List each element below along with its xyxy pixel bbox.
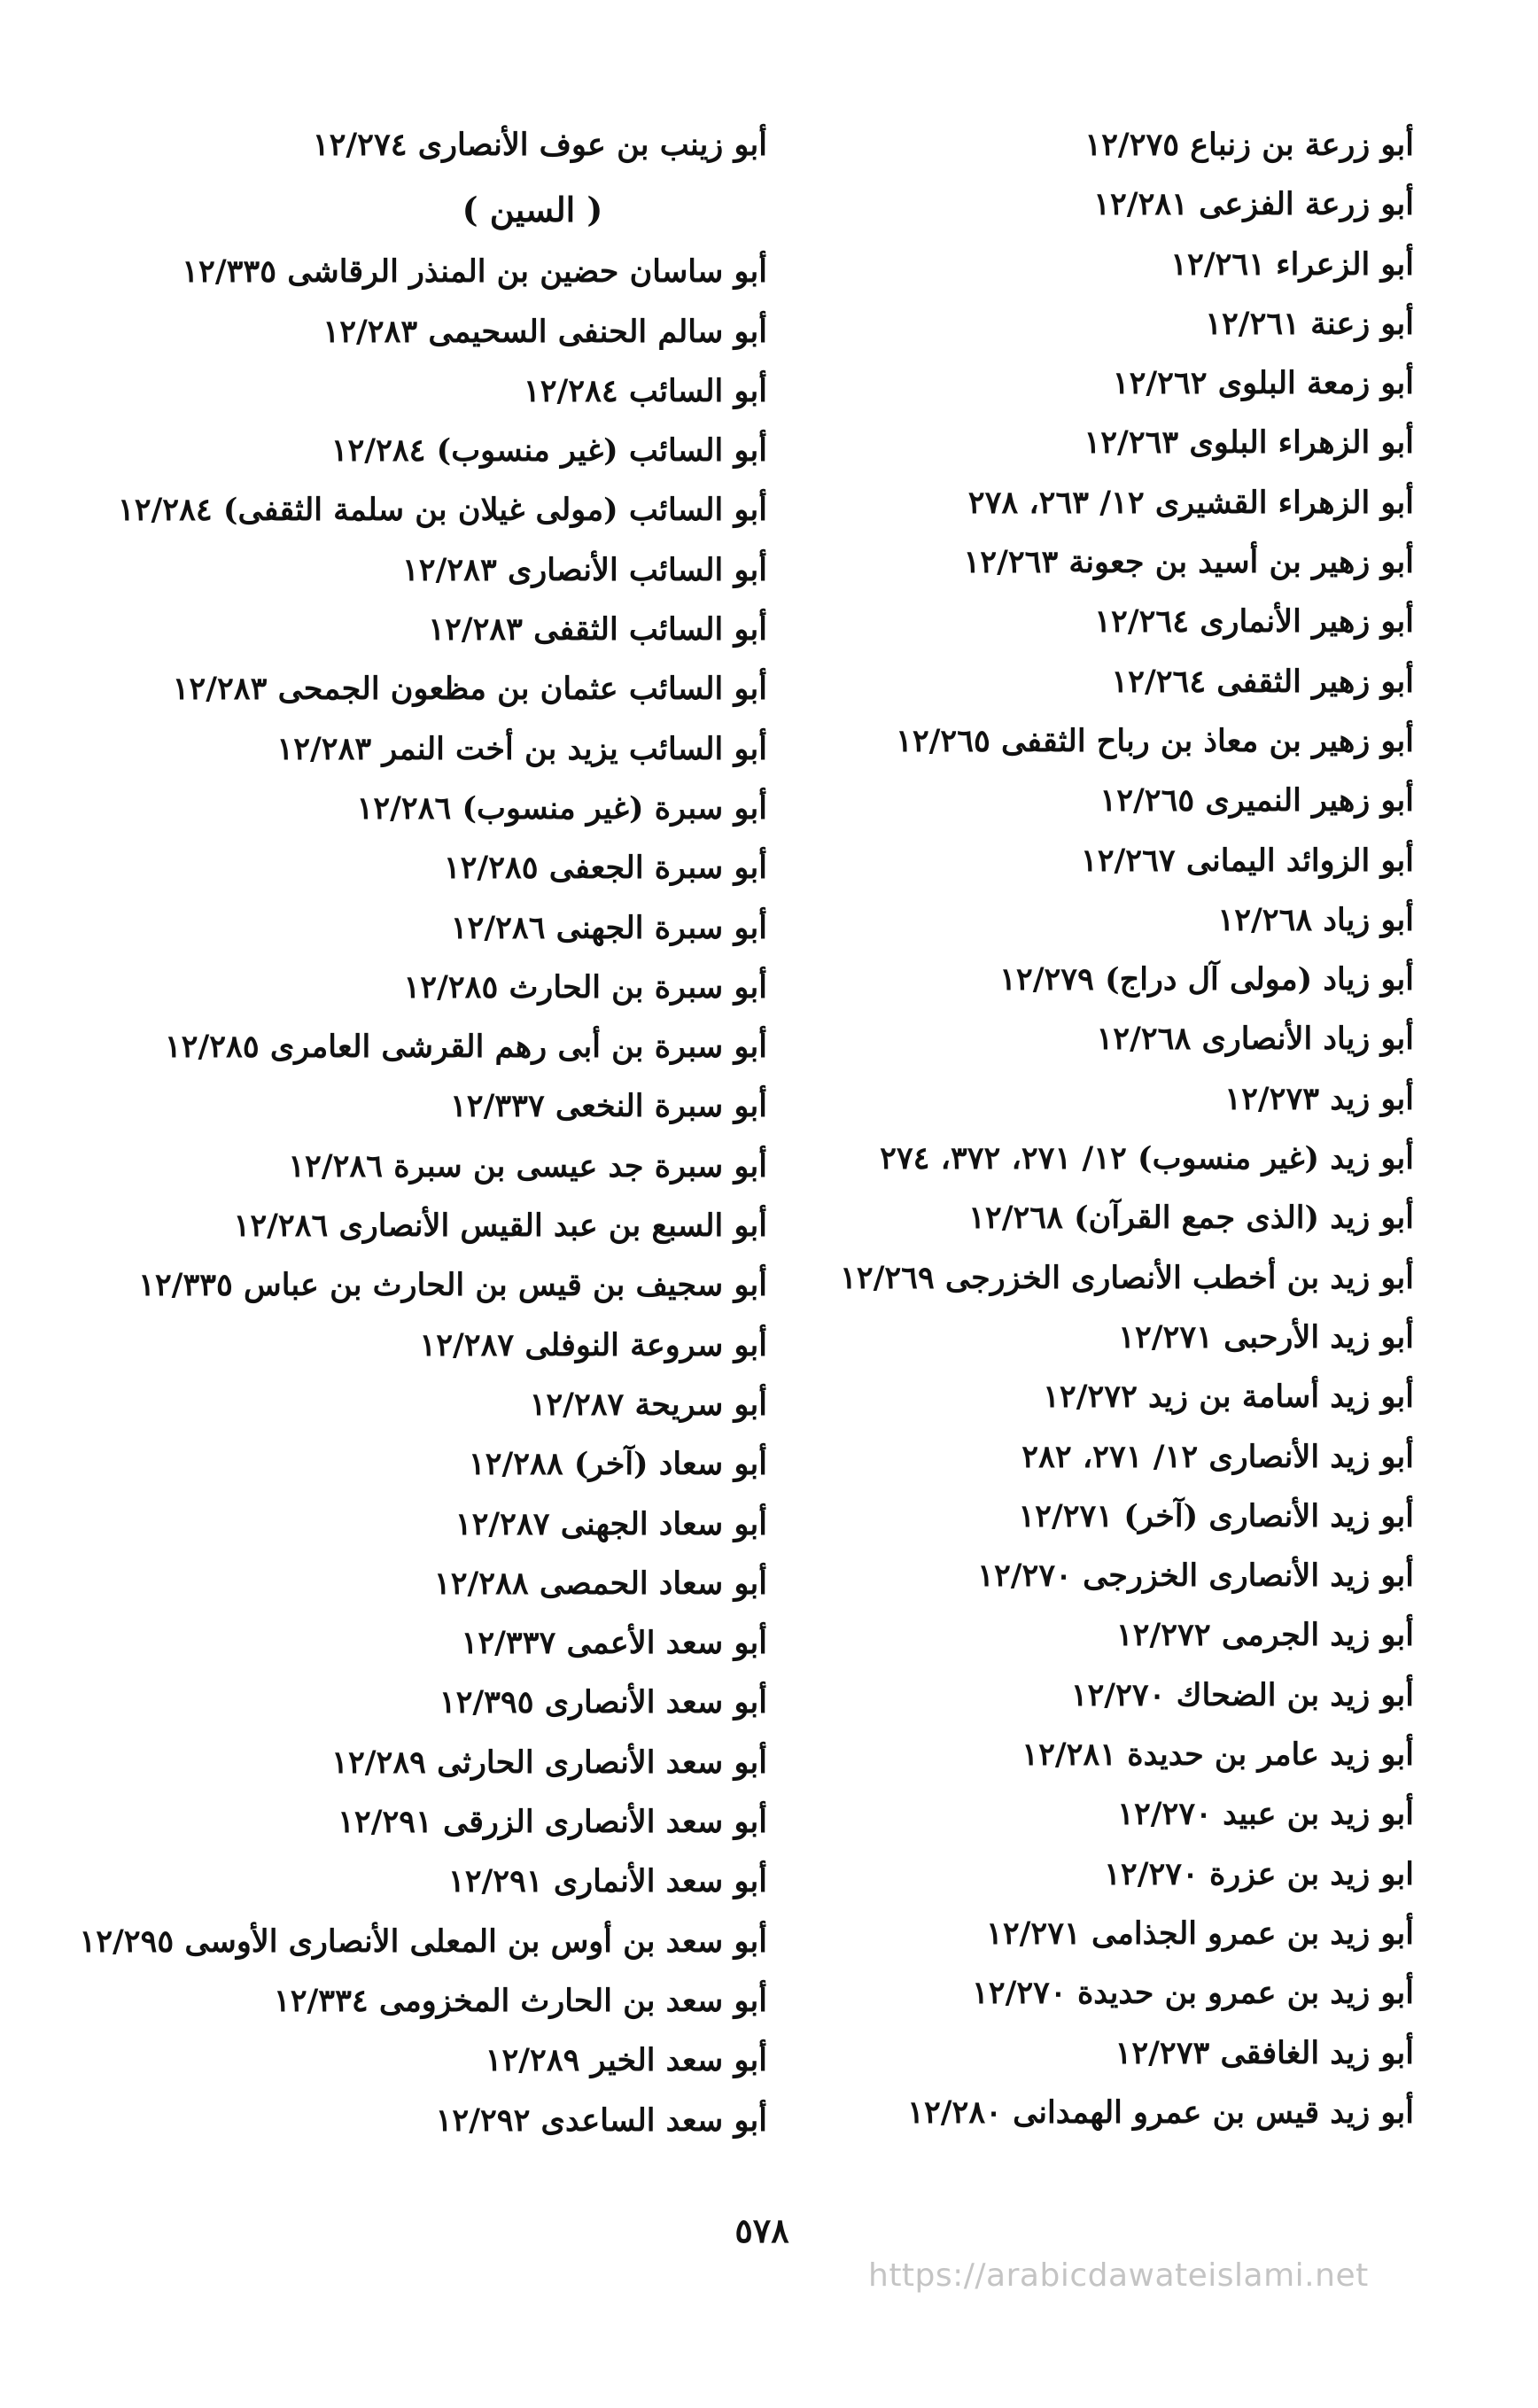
index-entry: أبو زيد الأنصارى (آخر) ١٢/٢٧١ [1018,1497,1414,1534]
index-entry: أبو سعاد الحمصى ١٢/٢٨٨ [433,1565,767,1602]
index-column-left-main [79,242,767,2150]
index-entry: أبو سبرة (غير منسوب) ١٢/٢٨٦ [356,789,767,827]
index-entry: أبو سعد الأنمارى ١٢/٢٩١ [447,1863,767,1900]
index-entry: أبو السائب الأنصارى ١٢/٢٨٣ [401,551,767,588]
index-entry: أبو سبرة بن الحارث ١٢/٢٨٥ [403,968,767,1006]
index-entry: أبو زيد بن الضحاك ١٢/٢٧٠ [1070,1676,1414,1713]
index-entry: أبو زيد (الذى جمع القرآن) ١٢/٢٦٨ [968,1200,1414,1237]
index-entry: أبو زيد بن عبيد ١٢/٢٧٠ [1117,1796,1414,1833]
index-entry: أبو الزهراء القشيرى ١٢/ ٢٦٣، ٢٧٨ [967,484,1414,521]
index-entry: أبو زهير بن أسيد بن جعونة ١٢/٢٦٣ [963,544,1414,581]
index-entry: أبو ساسان حضين بن المنذر الرقاشى ١٢/٣٣٥ [182,253,767,291]
index-entry: أبو السائب الثقفى ١٢/٢٨٣ [428,611,767,649]
index-entry: أبو سجيف بن قيس بن الحارث بن عباس ١٢/٣٣٥ [138,1267,767,1304]
index-entry: أبو زيد عامر بن حديدة ١٢/٢٨١ [1021,1736,1414,1774]
index-entry: أبو السائب يزيد بن أخت النمر ١٢/٢٨٣ [276,730,767,767]
index-entry: أبو سعد الساعدى ١٢/٢٩٢ [435,2101,767,2139]
index-entry: أبو سبرة الجهنى ١٢/٢٨٦ [450,909,767,946]
index-entry: أبو زياد الأنصارى ١٢/٢٦٨ [1096,1021,1414,1058]
index-entry: أبو سعد الأنصارى ١٢/٣٩٥ [439,1684,767,1721]
index-entry: أبو سروعة النوفلى ١٢/٢٨٧ [419,1326,767,1363]
index-entry: أبو زيد (غير منسوب) ١٢/ ٢٧١، ٣٧٢، ٢٧٤ [880,1140,1414,1177]
index-column-left [79,115,767,2150]
index-entry: أبو السبع بن عبد القيس الأنصارى ١٢/٢٨٦ [233,1208,767,1245]
index-entry: أبو زيد الجرمى ١٢/٢٧٢ [1115,1617,1414,1654]
index-entry: أبو سبرة بن أبى رهم القرشى العامرى ١٢/٢٨٥ [164,1029,767,1066]
index-entry: أبو زيد الأرحبى ١٢/٢٧١ [1118,1318,1414,1355]
index-entry: أبو زيد أسامة بن زيد ١٢/٢٧٢ [1043,1379,1414,1416]
index-entry: أبو زينب بن عوف الأنصارى ١٢/٢٧٤ [312,127,767,163]
index-entry: أبو سعد الخير ١٢/٢٨٩ [485,2042,767,2079]
index-entry: أبو سبرة النخعى ١٢/٣٣٧ [449,1088,767,1125]
index-entry: أبو سعد الأنصارى الحارثى ١٢/٢٨٩ [331,1744,767,1781]
index-entry: ابو زيد بن عزرة ١٢/٢٧٠ [1104,1855,1414,1892]
index-entry: أبو زمعة البلوى ١٢/٢٦٢ [1112,365,1414,402]
index-entry: أبو زيد بن عمرو الجذامى ١٢/٢٧١ [986,1915,1414,1952]
index-entry: أبو سعاد الجهنى ١٢/٢٨٧ [454,1505,767,1542]
index-entry: أبو الزوائد اليمانى ١٢/٢٦٧ [1080,842,1414,879]
index-entry: أبو زيد الأنصارى ١٢/ ٢٧١، ٢٨٢ [1021,1438,1414,1475]
index-entry: أبو سريحة ١٢/٢٨٧ [529,1386,767,1423]
section-heading-seen: ( السين ) [462,190,603,230]
index-entry: أبو الزهراء البلوى ١٢/٢٦٣ [1084,424,1414,462]
index-entry: أبو سعد الأعمى ١٢/٣٣٧ [461,1625,767,1662]
index-entry: أبو السائب (غير منسوب) ١٢/٢٨٤ [330,432,767,470]
index-entry: أبو السائب عثمان بن مظعون الجمحى ١٢/٢٨٣ [172,671,767,708]
index-entry: أبو زهير الثقفى ١٢/٢٦٤ [1111,663,1414,700]
index-entry: أبو زيد قيس بن عمرو الهمدانى ١٢/٢٨٠ [907,2093,1414,2131]
index-entry: أبو سعد الأنصارى الزرقى ١٢/٢٩١ [338,1804,767,1841]
index-entry: أبو سعد بن أوس بن المعلى الأنصارى الأوسى ١٢/٢٩٥ [79,1923,767,1960]
index-entry: أبو زرعة الفزعى ١٢/٢٨١ [1093,186,1414,223]
watermark-url: https://arabicdawateislami.net [868,2257,1369,2294]
index-entry: أبو سالم الحنفى السحيمى ١٢/٢٨٣ [322,313,767,350]
index-entry: أبو زيد ١٢/٢٧٣ [1224,1080,1414,1117]
index-entry: أبو زيد الغافقى ١٢/٢٧٣ [1115,2034,1414,2071]
index-entry: أبو زياد ١٢/٢٦٨ [1217,901,1414,938]
index-entry: أبو زهير بن معاذ بن رباح الثقفى ١٢/٢٦٥ [896,722,1414,759]
index-entry: أبو سبرة الجعفى ١٢/٢٨٥ [443,850,767,887]
index-entry: أبو السائب (مولى غيلان بن سلمة الثقفى) ١٢/٢٨٤ [117,492,767,529]
index-entry: أبو سبرة جد عيسى بن سبرة ١٢/٢٨٦ [288,1147,767,1185]
index-entry: أبو زيد بن أخطب الأنصارى الخزرجى ١٢/٢٦٩ [839,1259,1414,1296]
index-column-right [723,115,1414,2142]
index-entry: أبو زيد بن عمرو بن حديدة ١٢/٢٧٠ [971,1975,1414,2012]
index-column-left-top [103,115,767,175]
index-entry: أبو زرعة بن زنباع ١٢/٢٧٥ [1084,127,1414,163]
index-entry: أبو سعاد (آخر) ١٢/٢٨٨ [468,1446,767,1483]
index-entry: أبو زعنة ١٢/٢٦١ [1205,305,1414,342]
index-entry: أبو زيد الأنصارى الخزرجى ١٢/٢٧٠ [977,1557,1414,1595]
index-entry: أبو زياد (مولى آل دراج) ١٢/٢٧٩ [999,961,1414,998]
page-number: ٥٧٨ [734,2210,789,2250]
index-entry: أبو زهير الأنمارى ١٢/٢٦٤ [1094,603,1414,641]
index-entry: أبو السائب ١٢/٢٨٤ [523,372,767,409]
index-entry: أبو الزعراء ١٢/٢٦١ [1170,245,1414,283]
index-entry: أبو زهير النميرى ١٢/٢٦٥ [1099,782,1414,819]
index-entry: أبو سعد بن الحارث المخزومى ١٢/٣٣٤ [273,1982,767,2019]
